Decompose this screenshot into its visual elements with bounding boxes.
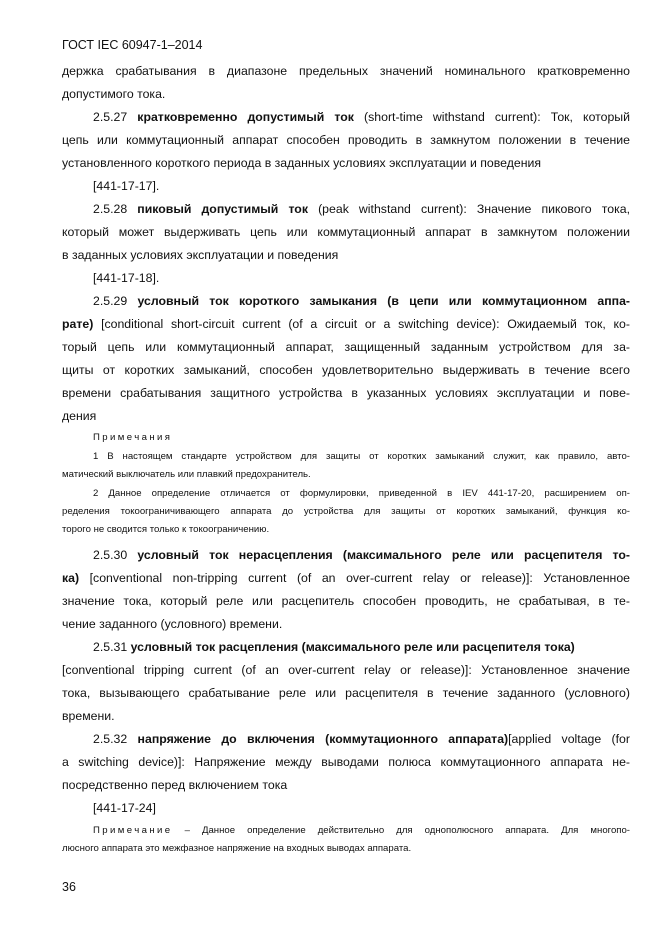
paragraph-line: значение тока, который реле или расцепитель способен проводить, не срабатывая, в те-: [62, 594, 630, 608]
clause-number: 2.5.32: [93, 732, 128, 746]
clause-term: рате): [62, 317, 94, 331]
note-line: ределения токоограничивающего аппарата до устройства для защиты от коротких замыканий, функция ко-: [62, 506, 630, 517]
clause-2-5-29-heading: [93, 292, 630, 310]
note-line: люсного аппарата это межфазное напряжение на входных выводах аппарата.: [62, 843, 412, 854]
clause-2-5-27-heading: [93, 108, 630, 126]
clause-number: 2.5.30: [93, 548, 128, 562]
clause-text: (short-time withstand current): Ток, который: [364, 110, 631, 124]
page-number: 36: [62, 880, 76, 894]
clause-number: 2.5.28: [93, 202, 128, 216]
paragraph-line: который может выдерживать цепь или коммутационный аппарат в замкнутом положении: [62, 225, 630, 239]
clause-number: 2.5.29: [93, 294, 128, 308]
note-text: – Данное определение действительно для однополюсного аппарата. Для многопо-: [184, 825, 631, 836]
clause-number: 2.5.31: [93, 640, 128, 654]
paragraph-line: тока, вызывающего срабатывание реле или расцепителя в течение заданного (условного): [62, 686, 630, 700]
clause-term: напряжение до включения (коммутационного аппарата): [137, 732, 509, 746]
paragraph-line: [62, 315, 630, 333]
clause-2-5-32-heading: [93, 730, 630, 748]
paragraph-line: [conventional tripping current (of an over-current relay or release)]: Установленное значение: [62, 663, 630, 677]
clause-2-5-28-heading: [93, 200, 630, 218]
note-title: Примечание: [93, 825, 173, 836]
paragraph-line: торый цепь или коммутационный аппарат, защищенный заданным устройством для за-: [62, 340, 630, 354]
paragraph-line: дения: [62, 409, 97, 423]
clause-term: пиковый допустимый ток: [137, 202, 308, 216]
clause-text: (peak withstand current): Значение пикового тока,: [318, 202, 630, 216]
reference: [441-17-24]: [93, 801, 156, 815]
reference: [441-17-17].: [93, 179, 160, 193]
clause-2-5-31-heading: [93, 638, 630, 656]
clause-number: 2.5.27: [93, 110, 128, 124]
paragraph-line: a switching device)]: Напряжение между выводами полюса коммутационного аппарата не-: [62, 755, 630, 769]
note-line: матический выключатель или плавкий предохранитель.: [62, 469, 311, 480]
note-line: 1 В настоящем стандарте устройством для защиты от коротких замыканий служит, как правило, авто-: [93, 451, 630, 462]
clause-text: [conventional non-tripping current (of an over-current relay or release)]: Установленное: [89, 571, 630, 585]
clause-term: условный ток нерасцепления (максимального реле или расцепителя то-: [137, 548, 630, 562]
clause-term: ка): [62, 571, 80, 585]
paragraph-line: времени срабатывания защитного устройства в указанных условиях эксплуатации и пове-: [62, 386, 630, 400]
note-line: 2 Данное определение отличается от формулировки, приведенной в IEV 441-17-20, расширением оп-: [93, 488, 630, 499]
clause-text: [applied voltage (for: [508, 732, 630, 746]
paragraph-line: в заданных условиях эксплуатации и поведения: [62, 248, 339, 262]
paragraph-line: времени.: [62, 709, 115, 723]
clause-term: условный ток расцепления (максимального реле или расцепителя тока): [130, 640, 575, 654]
paragraph-line: посредственно перед включением тока: [62, 778, 288, 792]
note-line: торого не сводится только к токоограничению.: [62, 524, 270, 535]
notes-title: Примечания: [93, 432, 173, 443]
note-line: [93, 823, 630, 839]
paragraph-line: допустимого тока.: [62, 87, 166, 101]
reference: [441-17-18].: [93, 271, 160, 285]
paragraph-line: чение заданного (условного) времени.: [62, 617, 283, 631]
paragraph-line: держка срабатывания в диапазоне предельных значений номинального кратковременно: [62, 64, 630, 78]
clause-2-5-30-heading: [93, 546, 630, 564]
paragraph-line: цепь или коммутационный аппарат способен проводить в замкнутом положении в течение: [62, 133, 630, 147]
clause-term: условный ток короткого замыкания (в цепи или коммутационном аппа-: [137, 294, 631, 308]
paragraph-line: [62, 569, 630, 587]
clause-term: кратковременно допустимый ток: [137, 110, 354, 124]
paragraph-line: установленного короткого периода в заданных условиях эксплуатации и поведения: [62, 156, 542, 170]
document-header: ГОСТ IEC 60947-1–2014: [62, 38, 203, 52]
clause-text: [conditional short-circuit current (of a circuit or a switching device): Ожидаемый ток, ко-: [101, 317, 630, 331]
paragraph-line: щиты от коротких замыканий, способен удовлетворительно выдерживать в течение всего: [62, 363, 630, 377]
